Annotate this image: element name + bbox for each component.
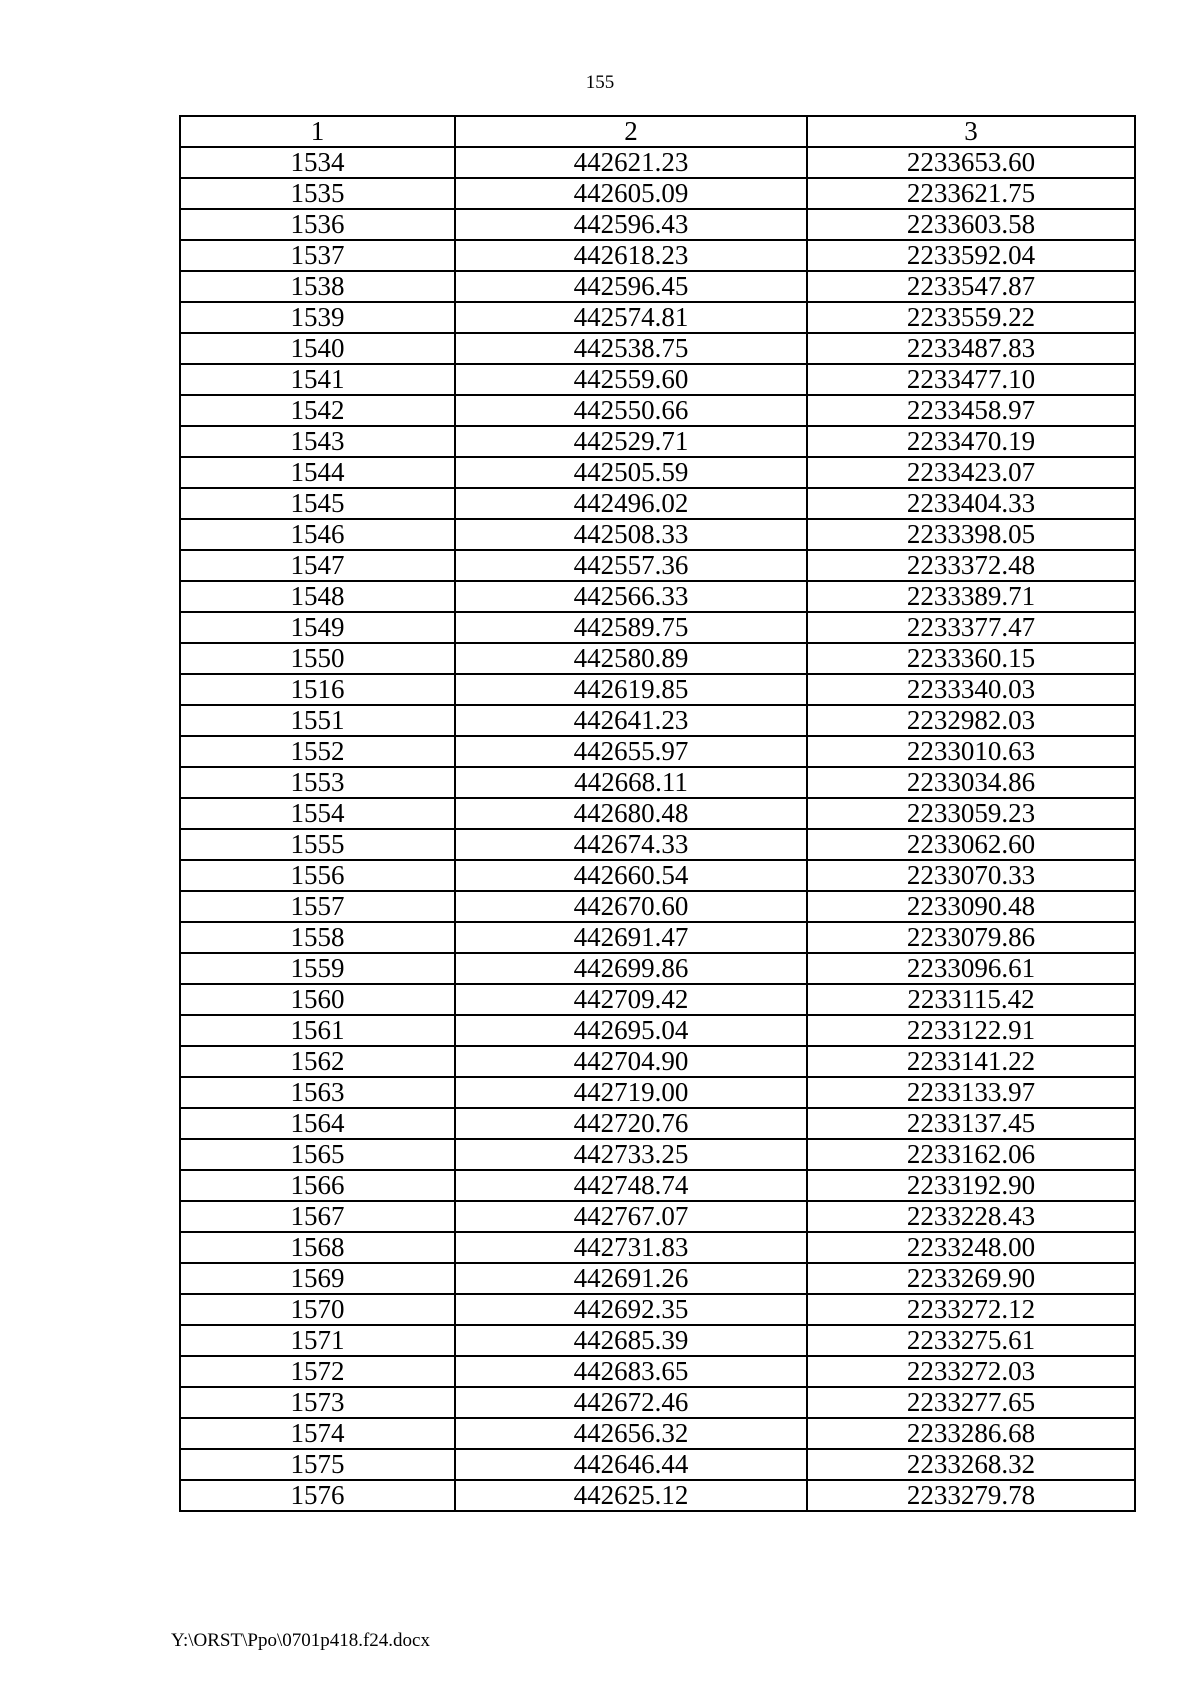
table-row	[180, 1356, 1135, 1387]
coordinate-y-cell: 2233272.12	[807, 1294, 1135, 1325]
coordinate-x-cell: 442508.33	[455, 519, 807, 550]
point-number-cell: 1566	[180, 1170, 455, 1201]
point-number-cell: 1570	[180, 1294, 455, 1325]
table-row	[180, 1480, 1135, 1511]
point-number-cell: 1540	[180, 333, 455, 364]
point-number-cell: 1559	[180, 953, 455, 984]
point-number-cell: 1538	[180, 271, 455, 302]
coordinate-x-cell: 442641.23	[455, 705, 807, 736]
coordinate-y-cell: 2233269.90	[807, 1263, 1135, 1294]
coordinate-y-cell: 2233275.61	[807, 1325, 1135, 1356]
coordinate-y-cell: 2233070.33	[807, 860, 1135, 891]
table-header	[180, 116, 1135, 147]
point-number-cell: 1564	[180, 1108, 455, 1139]
coordinate-x-cell: 442618.23	[455, 240, 807, 271]
point-number-cell: 1565	[180, 1139, 455, 1170]
table-row	[180, 953, 1135, 984]
coordinate-y-cell: 2233559.22	[807, 302, 1135, 333]
coordinate-x-cell: 442680.48	[455, 798, 807, 829]
table-row	[180, 364, 1135, 395]
coordinate-x-cell: 442685.39	[455, 1325, 807, 1356]
point-number-cell: 1567	[180, 1201, 455, 1232]
table-row	[180, 922, 1135, 953]
coordinate-x-cell: 442619.85	[455, 674, 807, 705]
coordinate-x-cell: 442505.59	[455, 457, 807, 488]
coordinate-y-cell: 2233286.68	[807, 1418, 1135, 1449]
table-row	[180, 1418, 1135, 1449]
coordinate-y-cell: 2233010.63	[807, 736, 1135, 767]
coordinate-y-cell: 2233268.32	[807, 1449, 1135, 1480]
point-number-cell: 1555	[180, 829, 455, 860]
point-number-cell: 1536	[180, 209, 455, 240]
coordinate-x-cell: 442538.75	[455, 333, 807, 364]
point-number-cell: 1571	[180, 1325, 455, 1356]
coordinate-x-cell: 442695.04	[455, 1015, 807, 1046]
coordinate-x-cell: 442668.11	[455, 767, 807, 798]
point-number-cell: 1556	[180, 860, 455, 891]
table-row	[180, 674, 1135, 705]
table-row	[180, 302, 1135, 333]
coordinate-y-cell: 2233059.23	[807, 798, 1135, 829]
table-row	[180, 798, 1135, 829]
coordinate-y-cell: 2233377.47	[807, 612, 1135, 643]
coordinate-y-cell: 2233340.03	[807, 674, 1135, 705]
coordinate-x-cell: 442596.45	[455, 271, 807, 302]
coordinate-y-cell: 2233162.06	[807, 1139, 1135, 1170]
table-row	[180, 891, 1135, 922]
table-row	[180, 1046, 1135, 1077]
coordinate-y-cell: 2233272.03	[807, 1356, 1135, 1387]
point-number-cell: 1575	[180, 1449, 455, 1480]
coordinate-x-cell: 442625.12	[455, 1480, 807, 1511]
table-row	[180, 984, 1135, 1015]
point-number-cell: 1548	[180, 581, 455, 612]
table-row	[180, 147, 1135, 178]
point-number-cell: 1561	[180, 1015, 455, 1046]
table-row	[180, 1201, 1135, 1232]
coordinate-y-cell: 2233137.45	[807, 1108, 1135, 1139]
coordinate-y-cell: 2232982.03	[807, 705, 1135, 736]
table-row	[180, 240, 1135, 271]
coordinate-x-cell: 442655.97	[455, 736, 807, 767]
point-number-cell: 1539	[180, 302, 455, 333]
coordinate-y-cell: 2233458.97	[807, 395, 1135, 426]
table-row	[180, 488, 1135, 519]
point-number-cell: 1549	[180, 612, 455, 643]
coordinate-x-cell: 442559.60	[455, 364, 807, 395]
table-row	[180, 1449, 1135, 1480]
table-row	[180, 767, 1135, 798]
coordinate-x-cell: 442574.81	[455, 302, 807, 333]
header-row	[180, 116, 1135, 147]
coordinate-y-cell: 2233096.61	[807, 953, 1135, 984]
table-row	[180, 736, 1135, 767]
coordinate-x-cell: 442656.32	[455, 1418, 807, 1449]
coordinate-y-cell: 2233034.86	[807, 767, 1135, 798]
table-row	[180, 1232, 1135, 1263]
coordinate-x-cell: 442709.42	[455, 984, 807, 1015]
coordinate-y-cell: 2233133.97	[807, 1077, 1135, 1108]
footer-file-path: Y:\ORST\Ppo\0701p418.f24.docx	[171, 1630, 430, 1651]
table-row	[180, 178, 1135, 209]
point-number-cell: 1552	[180, 736, 455, 767]
table-row	[180, 612, 1135, 643]
point-number-cell: 1573	[180, 1387, 455, 1418]
table-row	[180, 271, 1135, 302]
coordinate-x-cell: 442699.86	[455, 953, 807, 984]
coordinate-y-cell: 2233389.71	[807, 581, 1135, 612]
table-row	[180, 457, 1135, 488]
table-row	[180, 1139, 1135, 1170]
coordinate-x-cell: 442674.33	[455, 829, 807, 860]
table-row	[180, 333, 1135, 364]
table-row	[180, 1263, 1135, 1294]
coordinate-x-cell: 442646.44	[455, 1449, 807, 1480]
coordinate-y-cell: 2233079.86	[807, 922, 1135, 953]
coordinate-x-cell: 442683.65	[455, 1356, 807, 1387]
coordinate-y-cell: 2233228.43	[807, 1201, 1135, 1232]
table-row	[180, 1015, 1135, 1046]
coordinate-y-cell: 2233547.87	[807, 271, 1135, 302]
point-number-cell: 1534	[180, 147, 455, 178]
coordinate-x-cell: 442719.00	[455, 1077, 807, 1108]
coordinate-y-cell: 2233248.00	[807, 1232, 1135, 1263]
coordinate-x-cell: 442596.43	[455, 209, 807, 240]
point-number-cell: 1535	[180, 178, 455, 209]
coordinate-y-cell: 2233398.05	[807, 519, 1135, 550]
coordinate-x-cell: 442733.25	[455, 1139, 807, 1170]
point-number-cell: 1572	[180, 1356, 455, 1387]
table-row	[180, 209, 1135, 240]
coordinate-x-cell: 442529.71	[455, 426, 807, 457]
point-number-cell: 1574	[180, 1418, 455, 1449]
header-cell-col-2: 2	[455, 116, 807, 147]
header-cell-col-3: 3	[807, 116, 1135, 147]
coordinate-y-cell: 2233621.75	[807, 178, 1135, 209]
table-row	[180, 705, 1135, 736]
point-number-cell: 1560	[180, 984, 455, 1015]
coordinate-y-cell: 2233090.48	[807, 891, 1135, 922]
coordinate-y-cell: 2233062.60	[807, 829, 1135, 860]
coordinate-y-cell: 2233141.22	[807, 1046, 1135, 1077]
coordinate-y-cell: 2233404.33	[807, 488, 1135, 519]
table-row	[180, 1294, 1135, 1325]
coordinate-y-cell: 2233192.90	[807, 1170, 1135, 1201]
table-body	[180, 147, 1135, 1511]
point-number-cell: 1563	[180, 1077, 455, 1108]
table-row	[180, 1077, 1135, 1108]
coordinate-y-cell: 2233470.19	[807, 426, 1135, 457]
coordinate-x-cell: 442557.36	[455, 550, 807, 581]
header-cell-col-1: 1	[180, 116, 455, 147]
point-number-cell: 1562	[180, 1046, 455, 1077]
coordinate-y-cell: 2233653.60	[807, 147, 1135, 178]
point-number-cell: 1546	[180, 519, 455, 550]
coordinate-x-cell: 442589.75	[455, 612, 807, 643]
table-row	[180, 1387, 1135, 1418]
point-number-cell: 1558	[180, 922, 455, 953]
coordinate-y-cell: 2233372.48	[807, 550, 1135, 581]
point-number-cell: 1537	[180, 240, 455, 271]
coordinate-x-cell: 442580.89	[455, 643, 807, 674]
table-row	[180, 426, 1135, 457]
point-number-cell: 1557	[180, 891, 455, 922]
point-number-cell: 1576	[180, 1480, 455, 1511]
coordinate-y-cell: 2233115.42	[807, 984, 1135, 1015]
coordinate-y-cell: 2233592.04	[807, 240, 1135, 271]
point-number-cell: 1553	[180, 767, 455, 798]
point-number-cell: 1554	[180, 798, 455, 829]
table-row	[180, 581, 1135, 612]
point-number-cell: 1568	[180, 1232, 455, 1263]
coordinate-x-cell: 442670.60	[455, 891, 807, 922]
point-number-cell: 1544	[180, 457, 455, 488]
coordinate-x-cell: 442621.23	[455, 147, 807, 178]
table-row	[180, 1170, 1135, 1201]
point-number-cell: 1545	[180, 488, 455, 519]
coordinate-y-cell: 2233122.91	[807, 1015, 1135, 1046]
table-row	[180, 519, 1135, 550]
coordinates-table	[179, 115, 1136, 1512]
table-row	[180, 395, 1135, 426]
table-row	[180, 550, 1135, 581]
coordinate-x-cell: 442748.74	[455, 1170, 807, 1201]
table-row	[180, 829, 1135, 860]
coordinate-x-cell: 442692.35	[455, 1294, 807, 1325]
page-number: 155	[585, 72, 615, 93]
coordinate-y-cell: 2233603.58	[807, 209, 1135, 240]
coordinate-x-cell: 442605.09	[455, 178, 807, 209]
coordinate-x-cell: 442566.33	[455, 581, 807, 612]
table-row	[180, 643, 1135, 674]
coordinate-x-cell: 442550.66	[455, 395, 807, 426]
coordinate-y-cell: 2233277.65	[807, 1387, 1135, 1418]
coordinate-x-cell: 442691.47	[455, 922, 807, 953]
coordinate-x-cell: 442691.26	[455, 1263, 807, 1294]
coordinate-y-cell: 2233487.83	[807, 333, 1135, 364]
coordinate-x-cell: 442672.46	[455, 1387, 807, 1418]
coordinate-y-cell: 2233279.78	[807, 1480, 1135, 1511]
coordinate-x-cell: 442767.07	[455, 1201, 807, 1232]
point-number-cell: 1550	[180, 643, 455, 674]
coordinate-x-cell: 442496.02	[455, 488, 807, 519]
table-row	[180, 1325, 1135, 1356]
point-number-cell: 1543	[180, 426, 455, 457]
table-row	[180, 860, 1135, 891]
table-row	[180, 1108, 1135, 1139]
coordinate-x-cell: 442704.90	[455, 1046, 807, 1077]
point-number-cell: 1551	[180, 705, 455, 736]
coordinate-x-cell: 442720.76	[455, 1108, 807, 1139]
point-number-cell: 1569	[180, 1263, 455, 1294]
point-number-cell: 1516	[180, 674, 455, 705]
coordinate-x-cell: 442731.83	[455, 1232, 807, 1263]
point-number-cell: 1542	[180, 395, 455, 426]
coordinate-x-cell: 442660.54	[455, 860, 807, 891]
coordinate-y-cell: 2233360.15	[807, 643, 1135, 674]
coordinate-y-cell: 2233477.10	[807, 364, 1135, 395]
coordinate-y-cell: 2233423.07	[807, 457, 1135, 488]
point-number-cell: 1541	[180, 364, 455, 395]
point-number-cell: 1547	[180, 550, 455, 581]
